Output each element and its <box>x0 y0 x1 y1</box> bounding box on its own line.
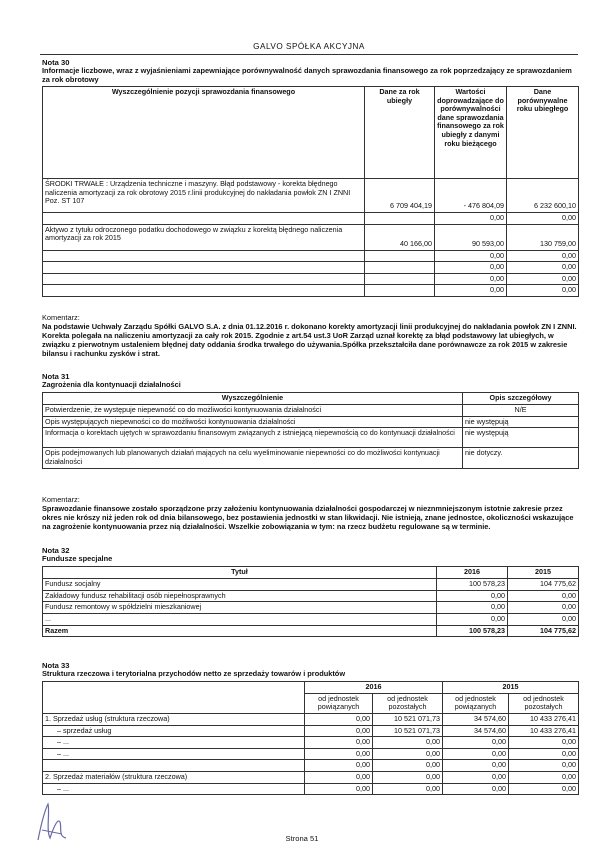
table-cell: 40 166,00 <box>365 224 435 250</box>
nota-31-section <box>42 372 578 469</box>
table-row <box>43 224 579 250</box>
nota-33-desc: Struktura rzeczowa i terytorialna przychodów netto ze sprzedaży towarów i produktów <box>42 669 346 679</box>
nota-32-desc: Fundusze specjalne <box>42 554 113 564</box>
table-cell: 0,00 <box>435 273 507 285</box>
table-cell: 0,00 <box>443 772 509 784</box>
table-cell: 0,00 <box>507 262 579 274</box>
total-value: 100 578,23 <box>437 625 508 637</box>
table-cell: 0,00 <box>443 737 509 749</box>
comment-label: Komentarz: <box>42 313 80 322</box>
table-cell: 10 521 071,73 <box>373 713 443 725</box>
nota-32-header-cell: Tytuł <box>43 566 437 578</box>
table-row <box>43 613 579 625</box>
table-cell: 2. Sprzedaż materiałów (struktura rzeczowa) <box>43 772 305 784</box>
table-cell <box>365 262 435 274</box>
year-header: 2016 <box>305 681 443 693</box>
table-cell: 0,00 <box>509 783 579 795</box>
table-cell: 130 759,00 <box>507 224 579 250</box>
table-cell: 6 232 600,10 <box>507 178 579 212</box>
table-row <box>43 725 579 737</box>
nota-33-table <box>42 681 579 795</box>
nota-30-header-cell: Wartości doprowadzające do porównywalności dane sprawozdania finansowego za rok ubiegły z danymi roku bieżącego <box>435 86 507 178</box>
table-row <box>43 602 579 614</box>
total-value: 104 775,62 <box>508 625 579 637</box>
table-row <box>43 760 579 772</box>
table-row <box>43 737 579 749</box>
table-cell: 10 521 071,73 <box>373 725 443 737</box>
table-cell: 0,00 <box>435 250 507 262</box>
table-cell <box>365 273 435 285</box>
table-cell: Fundusz remontowy w spółdzielni mieszkaniowej <box>43 602 437 614</box>
nota-31-title: Nota 31 <box>42 372 70 381</box>
table-row <box>43 448 579 468</box>
table-row <box>43 713 579 725</box>
table-cell: – ... <box>43 737 305 749</box>
table-cell <box>365 285 435 297</box>
nota-31-header-cell: Wyszczególnienie <box>43 392 463 404</box>
nota-30-header-cell: Wyszczególnienie pozycji sprawozdania finansowego <box>43 86 365 178</box>
table-cell: 1. Sprzedaż usług (struktura rzeczowa) <box>43 713 305 725</box>
table-row <box>43 212 579 224</box>
table-cell: 0,00 <box>305 737 373 749</box>
table-cell: – ... <box>43 783 305 795</box>
table-cell: 10 433 276,41 <box>509 725 579 737</box>
table-cell: 0,00 <box>507 285 579 297</box>
table-cell: 0,00 <box>507 273 579 285</box>
table-row <box>43 285 579 297</box>
table-cell: Opis występujących niepewności co do możliwości kontynuowania działalności <box>43 416 463 428</box>
table-cell: 0,00 <box>509 737 579 749</box>
nota-32-header-row <box>43 566 579 578</box>
subheader-cell: od jednostek powiązanych <box>305 693 373 713</box>
table-cell <box>43 262 365 274</box>
nota-31-header-cell: Opis szczegółowy <box>463 392 579 404</box>
table-cell: 0,00 <box>509 772 579 784</box>
nota-30-table <box>42 86 579 297</box>
table-cell: 0,00 <box>373 772 443 784</box>
page-number: Strona 51 <box>285 834 319 843</box>
page-header: GALVO SPÓŁKA AKCYJNA <box>40 42 578 55</box>
subheader-cell: od jednostek powiązanych <box>443 693 509 713</box>
table-cell: 0,00 <box>508 613 579 625</box>
table-row <box>43 748 579 760</box>
table-cell: 0,00 <box>437 602 508 614</box>
nota-32-table <box>42 566 579 637</box>
table-cell <box>43 212 365 224</box>
table-cell: – ... <box>43 748 305 760</box>
table-cell: ŚRODKI TRWAŁE : Urządzenia techniczne i maszyny. Błąd podstawowy - korekta błędnego naliczenia amortyzacji za rok obrotowy 2015 r.linii produkcyjnej do nakładania powłok ZN I ZNNI Poz. ST 107 <box>43 178 365 212</box>
table-cell: 0,00 <box>507 212 579 224</box>
total-label: Razem <box>43 625 437 637</box>
empty-header-cell <box>43 681 305 693</box>
table-cell: – sprzedaż usług <box>43 725 305 737</box>
table-cell: 0,00 <box>373 748 443 760</box>
table-cell: 0,00 <box>435 262 507 274</box>
table-cell: 100 578,23 <box>437 578 508 590</box>
nota-30-header-cell: Dane porównywalne roku ubiegłego <box>507 86 579 178</box>
nota-30-title: Nota 30 <box>42 58 70 67</box>
nota-30-comment: Na podstawie Uchwały Zarządu Spółki GALVO S.A. z dnia 01.12.2016 r. dokonano korekty amortyzacji linii produkcyjnej do nakładania powłok ZN I ZNNI. Korekta polegała na naliczeniu amortyzacji za cały rok 2015. Zgodnie z art.54 ust.3 UoR Zarząd uznał korektę za błąd podstawowy lat ubiegłych, w związku z pierwotnym ustaleniem błędnej daty oddania środka trwałego do używania.Spółka przekształciła dane porównawcze za rok 2015 w zakresie bilansu i rachunku zysków i strat. <box>42 322 577 359</box>
table-cell: Fundusz socjalny <box>43 578 437 590</box>
table-cell: 0,00 <box>305 760 373 772</box>
table-row <box>43 178 579 212</box>
nota-31-table <box>42 392 579 469</box>
table-cell <box>43 760 305 772</box>
table-cell: 0,00 <box>373 783 443 795</box>
table-cell: - 476 804,09 <box>435 178 507 212</box>
table-row <box>43 273 579 285</box>
nota-33-title: Nota 33 <box>42 661 70 670</box>
table-cell: Aktywo z tytułu odroczonego podatku dochodowego w związku z korektą błędnego naliczenia amortyzacji za rok 2015 <box>43 224 365 250</box>
subheader-cell: od jednostek pozostałych <box>509 693 579 713</box>
table-cell <box>43 285 365 297</box>
table-cell: 0,00 <box>305 725 373 737</box>
nota-32-title: Nota 32 <box>42 546 70 555</box>
nota-33-section <box>42 661 578 795</box>
table-row <box>43 416 579 428</box>
empty-header-cell <box>43 693 305 713</box>
table-row <box>43 262 579 274</box>
nota-32-header-cell: 2015 <box>508 566 579 578</box>
nota-33-year-row <box>43 681 579 693</box>
table-cell: nie występują <box>463 428 579 448</box>
table-cell: Opis podejmowanych lub planowanych działań mających na celu wyeliminowanie niepewności co do możliwości kontynuacji działalności <box>43 448 463 468</box>
table-cell: nie dotyczy. <box>463 448 579 468</box>
nota-31-header-row <box>43 392 579 404</box>
table-row <box>43 590 579 602</box>
table-cell: ... <box>43 613 437 625</box>
nota-31-comment: Sprawozdanie finansowe zostało sporządzone przy założeniu kontynuowania działalności gospodarczej w nieznmniejszonym istotnie zakresie przez okres nie krószy niż jeden rok od dnia bilansowego, bez postawienia jednostki w stan likwidacji. Nie istnieją, znane jednostce, okoliczności wskazujące na zagrożenie kontynuowania przez nią działalności. Wszelkie zobowiązania w tym: na rzecz budżetu regulowane są w terminie. <box>42 504 574 532</box>
nota-30-header-cell: Dane za rok ubiegły <box>365 86 435 178</box>
table-cell: 0,00 <box>507 250 579 262</box>
year-header: 2015 <box>443 681 579 693</box>
table-cell <box>365 212 435 224</box>
table-cell: 0,00 <box>509 760 579 772</box>
table-cell: Zakładowy fundusz rehabilitacji osób niepełnosprawnych <box>43 590 437 602</box>
table-cell: 0,00 <box>437 590 508 602</box>
table-row <box>43 578 579 590</box>
table-cell: 34 574,60 <box>443 725 509 737</box>
table-cell: 0,00 <box>373 760 443 772</box>
table-cell <box>365 250 435 262</box>
comment-label: Komentarz: <box>42 495 80 504</box>
table-cell: 0,00 <box>443 783 509 795</box>
nota-31-comment-block <box>42 495 578 531</box>
table-cell: 10 433 276,41 <box>509 713 579 725</box>
table-row <box>43 404 579 416</box>
table-cell: 0,00 <box>508 590 579 602</box>
table-row <box>43 783 579 795</box>
table-cell: 0,00 <box>443 760 509 772</box>
table-cell: 0,00 <box>435 285 507 297</box>
nota-30-section <box>42 58 578 297</box>
table-cell: 34 574,60 <box>443 713 509 725</box>
table-row <box>43 250 579 262</box>
table-row <box>43 428 579 448</box>
table-cell: 0,00 <box>435 212 507 224</box>
table-cell: 6 709 404,19 <box>365 178 435 212</box>
nota-32-header-cell: 2016 <box>437 566 508 578</box>
nota-30-header-row <box>43 86 579 178</box>
table-cell: 0,00 <box>305 748 373 760</box>
nota-31-desc: Zagrożenia dla kontynuacji działalności <box>42 380 181 390</box>
table-cell: 104 775,62 <box>508 578 579 590</box>
nota-33-subheader-row <box>43 693 579 713</box>
nota-30-comment-block <box>42 313 578 358</box>
table-cell: 0,00 <box>373 737 443 749</box>
table-cell: 0,00 <box>305 713 373 725</box>
table-cell: nie występują <box>463 416 579 428</box>
table-cell: 0,00 <box>305 783 373 795</box>
table-cell: 90 593,00 <box>435 224 507 250</box>
table-cell: 0,00 <box>437 613 508 625</box>
nota-32-section <box>42 546 578 637</box>
table-cell: 0,00 <box>305 772 373 784</box>
table-cell <box>43 273 365 285</box>
subheader-cell: od jednostek pozostałych <box>373 693 443 713</box>
table-cell: N/E <box>463 404 579 416</box>
table-cell: Potwierdzenie, że występuje niepewność co do możliwości kontynuowania działalności <box>43 404 463 416</box>
table-cell: 0,00 <box>509 748 579 760</box>
table-cell: 0,00 <box>508 602 579 614</box>
table-cell: 0,00 <box>443 748 509 760</box>
total-row <box>43 625 579 637</box>
nota-30-desc: Informacje liczbowe, wraz z wyjaśnieniami zapewniające porównywalność danych sprawozdania finansowego za rok poprzedzający ze sprawozdaniem za rok obrotowy <box>42 66 572 84</box>
table-row <box>43 772 579 784</box>
table-cell <box>43 250 365 262</box>
table-cell: Informacja o korektach ujętych w sprawozdaniu finansowym związanych z istniejącą niepewnością co do kontynuacji działalności <box>43 428 463 448</box>
